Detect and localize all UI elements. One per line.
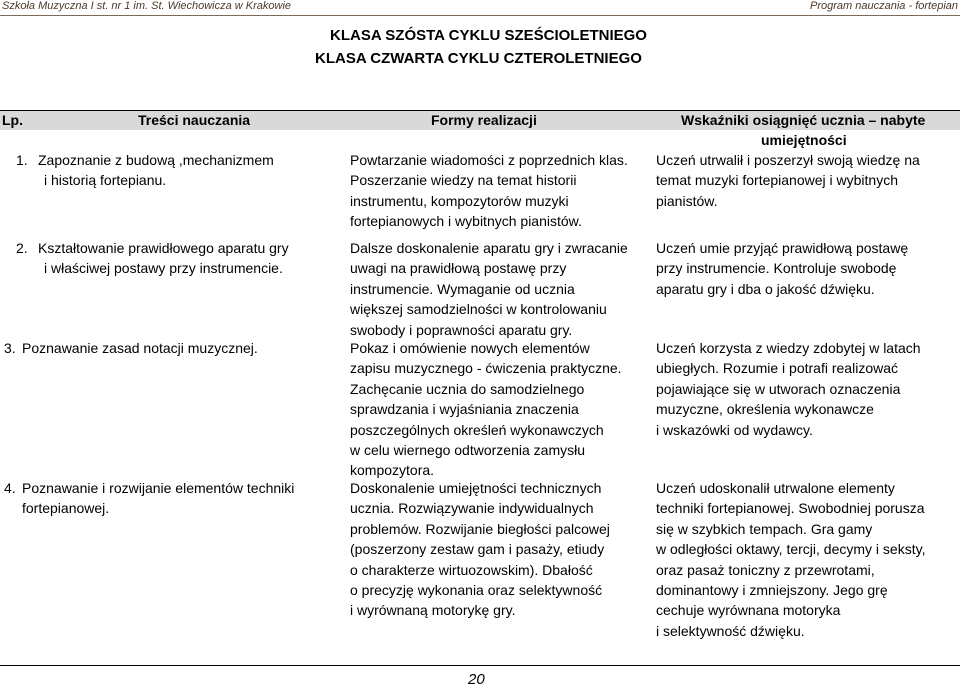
- text-line: dominantowy i zmniejszony. Jego grę: [656, 582, 888, 599]
- header-lp: Lp.: [2, 112, 23, 128]
- row-forms: [350, 478, 610, 621]
- text-line: większej samodzielności w kontrolowaniu: [350, 301, 607, 318]
- header-divider: [0, 15, 960, 16]
- row-content: [38, 150, 274, 191]
- text-line: ubiegłych. Rozumie i potrafi realizować: [656, 360, 898, 377]
- row-number: 2.: [16, 240, 28, 256]
- text-line: ucznia. Rozwiązywanie indywidualnych: [350, 500, 594, 517]
- text-line: techniki fortepianowej. Swobodniej porusza: [656, 500, 925, 517]
- text-line: aparatu gry i dba o jakość dźwięku.: [656, 280, 875, 297]
- text-line: swobody i poprawności aparatu gry.: [350, 321, 573, 338]
- text-line: o charakterze wirtuozowskim). Dbałość: [350, 561, 593, 578]
- row-number: 3.: [4, 340, 16, 356]
- text-line: Poznawanie i rozwijanie elementów techniki: [22, 480, 295, 496]
- header-tresci: Treści nauczania: [138, 112, 251, 128]
- text-line: i właściwej postawy przy instrumencie.: [44, 260, 283, 277]
- text-line: uwagi na prawidłową postawę przy: [350, 260, 567, 277]
- row-number: 1.: [16, 152, 28, 168]
- text-line: i historią fortepianu.: [44, 172, 167, 189]
- row-indicators: [656, 338, 921, 440]
- running-header: [0, 0, 960, 16]
- school-name: Szkoła Muzyczna I st. nr 1 im. St. Wiechowicza w Krakowie: [2, 0, 292, 12]
- text-line: i wskazówki od wydawcy.: [656, 421, 813, 438]
- text-line: pianistów.: [656, 192, 718, 209]
- text-line: temat muzyki fortepianowej i wybitnych: [656, 172, 898, 189]
- text-line: o precyzję wykonania oraz selektywność: [350, 582, 603, 599]
- text-line: przy instrumencie. Kontroluje swobodę: [656, 260, 897, 277]
- text-line: Dalsze doskonalenie aparatu gry i zwracanie: [350, 240, 628, 256]
- header-formy: Formy realizacji: [431, 112, 537, 128]
- text-line: Uczeń korzysta z wiedzy zdobytej w latach: [656, 340, 921, 356]
- text-line: muzyczne, określenia wykonawcze: [656, 401, 874, 418]
- row-content: [22, 478, 294, 519]
- title-line-2: KLASA CZWARTA CYKLU CZTEROLETNIEGO: [315, 50, 642, 67]
- text-line: i wyrównaną motorykę gry.: [350, 602, 516, 619]
- text-line: Powtarzanie wiadomości z poprzednich klas.: [350, 152, 628, 168]
- title-line-1: KLASA SZÓSTA CYKLU SZEŚCIOLETNIEGO: [330, 27, 647, 44]
- program-name: Program nauczania - fortepian: [810, 0, 958, 12]
- text-line: instrumencie. Wymaganie od ucznia: [350, 280, 575, 297]
- text-line: kompozytora.: [350, 462, 435, 479]
- row-forms: [350, 238, 628, 340]
- text-line: sprawdzania i wyjaśniania znaczenia: [350, 401, 579, 418]
- text-line: w odległości oktawy, tercji, decymy i seksty,: [656, 541, 926, 558]
- text-line: Uczeń umie przyjąć prawidłową postawę: [656, 240, 909, 256]
- text-line: problemów. Rozwijanie biegłości palcowej: [350, 520, 610, 537]
- row-forms: [350, 338, 622, 481]
- text-line: Zapoznanie z budową ,mechanizmem: [38, 152, 274, 168]
- text-line: instrumentu, kompozytorów muzyki: [350, 192, 569, 209]
- text-line: i selektywność dźwięku.: [656, 622, 805, 639]
- row-content: [22, 338, 258, 358]
- row-indicators: [656, 150, 920, 211]
- text-line: Uczeń udoskonalił utrwalone elementy: [656, 480, 895, 496]
- row-indicators: [656, 478, 925, 641]
- header-wskazniki-2: umiejętności: [761, 132, 847, 148]
- text-line: (poszerzony zestaw gam i pasaży, etiudy: [350, 541, 605, 558]
- text-line: zapisu muzycznego - ćwiczenia praktyczne.: [350, 360, 622, 377]
- text-line: fortepianowych i wybitnych pianistów.: [350, 213, 582, 230]
- text-line: w celu wiernego odtworzenia zamysłu: [350, 442, 585, 459]
- text-line: pojawiające się w utworach oznaczenia: [656, 380, 901, 397]
- page-number: 20: [468, 671, 485, 688]
- row-number: 4.: [4, 480, 16, 496]
- text-line: cechuje wyrównana motoryka: [656, 602, 841, 619]
- text-line: Poznawanie zasad notacji muzycznej.: [22, 340, 258, 356]
- row-forms: [350, 150, 628, 232]
- text-line: Doskonalenie umiejętności technicznych: [350, 480, 602, 496]
- text-line: Pokaz i omówienie nowych elementów: [350, 340, 590, 356]
- text-line: Kształtowanie prawidłowego aparatu gry: [38, 240, 289, 256]
- row-content: [38, 238, 289, 279]
- text-line: się w szybkich tempach. Gra gamy: [656, 520, 873, 537]
- text-line: Zachęcanie ucznia do samodzielnego: [350, 380, 585, 397]
- text-line: fortepianowej.: [22, 500, 110, 517]
- text-line: Uczeń utrwalił i poszerzył swoją wiedzę na: [656, 152, 920, 168]
- header-wskazniki-1: Wskaźniki osiągnięć ucznia – nabyte: [681, 112, 926, 128]
- row-indicators: [656, 238, 908, 299]
- text-line: Poszerzanie wiedzy na temat historii: [350, 172, 577, 189]
- table-top-rule: [0, 110, 960, 111]
- text-line: poszczególnych określeń wykonawczych: [350, 421, 604, 438]
- footer-divider: [0, 665, 960, 666]
- text-line: oraz pasaż toniczny z przewrotami,: [656, 561, 875, 578]
